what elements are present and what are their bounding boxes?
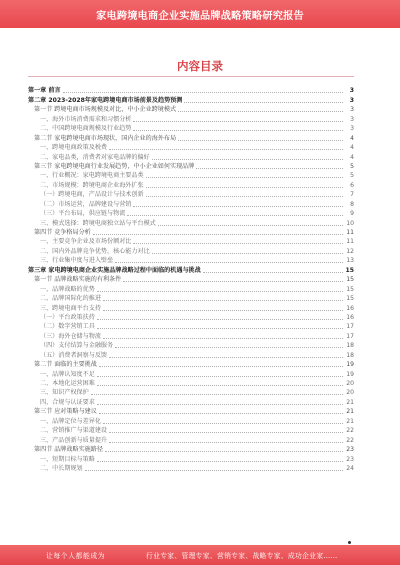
toc-page-number: 11 [346,229,354,236]
toc-entry[interactable] [28,124,354,133]
report-header-banner [0,0,400,28]
toc-leader-dots [91,394,343,395]
toc-page-number: 10 [346,219,354,227]
toc-page-number: 23 [346,446,354,454]
toc-page-number: 24 [346,464,354,472]
toc-entry[interactable] [28,218,354,227]
footer-expert-list: 行业专家、管理专家、营销专家、战略专家、成功企业家…… [146,552,338,560]
toc-page-number: 8 [350,200,354,208]
toc-leader-dots [63,92,343,93]
toc-entry-text: （三）海外仓储与物流 [40,332,101,340]
toc-page-number: 18 [346,351,354,359]
toc-page-number: 15 [345,266,354,274]
toc-entry-text: 第四节 竞争格局分析 [34,229,91,236]
toc-page-number: 5 [350,162,354,170]
toc-leader-dots [152,159,343,160]
toc-leader-dots [97,461,343,462]
toc-entry[interactable] [28,388,354,397]
toc-entry[interactable] [28,199,354,208]
toc-title-divider [28,76,354,77]
toc-leader-dots [97,404,343,405]
toc-leader-dots [133,121,343,122]
toc-entry[interactable] [28,313,354,322]
toc-leader-dots [103,423,343,424]
toc-page-number: 20 [346,389,354,397]
toc-entry-text: （二）数字营销工具 [40,323,95,331]
toc-page-number: 4 [350,153,354,161]
toc-page-number: 4 [350,134,354,142]
toc-page-number: 6 [350,181,354,189]
toc-leader-dots [115,262,343,263]
toc-entry[interactable] [28,152,354,161]
toc-page-number: 20 [346,380,354,387]
toc-leader-dots [127,215,343,216]
toc-entry-text: 第二章 2023-2028年家电跨境电商市场前景及趋势预测 [28,96,183,104]
toc-page-number: 7 [350,191,354,199]
toc-page-number: 22 [346,427,354,435]
toc-entry[interactable] [28,180,354,189]
toc-entry-text: 二、营销推广与渠道建设 [40,427,108,435]
toc-page-number: 23 [346,455,354,463]
toc-leader-dots [103,338,343,339]
toc-page-number: 16 [346,304,354,312]
toc-leader-dots [103,310,343,311]
toc-entry[interactable] [28,256,354,265]
toc-entry[interactable] [28,322,354,331]
toc-entry-text: 第三节 应对策略与建议 [34,408,97,416]
toc-entry-text: （一）平台政策扶持 [40,313,95,321]
toc-entry-text: 二、品牌国际化的推进 [40,295,101,303]
toc-entry-text: （二）市场运营，品牌建设与营销 [40,200,132,208]
toc-entry-text: 一、跨境电商政策及税费 [40,144,108,152]
report-title: 家电跨境电商企业实施品牌战略策略研究报告 [96,10,304,22]
toc-leader-dots [93,234,343,235]
toc-entry-text: 一、品牌认知度不足 [40,370,95,378]
toc-leader-dots [115,347,343,348]
toc-page-number: 3 [350,106,354,114]
toc-page-number: 3 [350,115,354,123]
toc-entry[interactable] [28,228,354,237]
toc-entry-text: （一）跨境电商，产品设计与技术创新 [40,191,144,199]
toc-page-number: 15 [346,276,354,284]
toc-leader-dots [97,328,343,329]
toc-entry-text: （五）消费者洞察与反馈 [40,351,108,359]
toc-entry[interactable] [28,209,354,218]
toc-page-number: 12 [346,247,354,255]
toc-leader-dots [109,442,343,443]
toc-leader-dots [103,300,343,301]
toc-entry-text: 第一章 前言 [28,87,61,95]
toc-entry-text: 三、模式选择：跨境电商独立站与平台模式 [40,219,156,227]
toc-leader-dots [109,432,343,433]
toc-page-number: 3 [349,87,354,95]
page-marker [348,541,351,544]
toc-leader-dots [109,149,343,150]
toc-entry-text: 一、海外市场消费需求和习惯分析 [40,115,132,123]
toc-leader-dots [97,319,343,320]
toc-entry[interactable] [28,143,354,152]
toc-entry[interactable] [28,416,354,425]
toc-leader-dots [109,357,343,358]
toc-entry[interactable] [28,294,354,303]
toc-entry[interactable] [28,265,354,274]
toc-leader-dots [133,206,343,207]
toc-entry[interactable] [28,360,354,369]
toc-leader-dots [133,243,343,244]
toc-leader-dots [178,140,343,141]
toc-entry-text: 第二节 家电跨境电商市场现状，国内企业的海外布局 [34,134,177,142]
toc-page-number: 11 [346,238,354,246]
toc-entry-text: 第一节 跨境电商市场规模及对比，中小企业跨境模式 [34,106,177,114]
toc-page-number: 21 [346,398,354,406]
toc-leader-dots [105,451,343,452]
toc-entry-text: 三、产品创新与质量提升 [40,436,108,444]
toc-entry[interactable] [28,350,354,359]
toc-entry[interactable] [28,284,354,293]
toc-page-number: 22 [346,436,354,444]
toc-entry[interactable] [28,341,354,350]
toc-entry[interactable] [28,86,354,95]
toc-entry-text: 二、国内外品牌竞争优势，核心能力对比 [40,247,150,255]
toc-entry-text: 三、行业集中度与进入壁垒 [40,257,114,265]
toc-leader-dots [146,187,343,188]
toc-entry[interactable] [28,435,354,444]
toc-entry-text: 一、品牌战略的优势 [40,285,95,293]
toc-leader-dots [85,470,343,471]
toc-leader-dots [152,253,343,254]
toc-leader-dots [97,385,343,386]
toc-title: 内容目录 [177,59,223,73]
toc-leader-dots [97,376,343,377]
toc-entry-text: 二、家电品类，消费者对家电品牌的偏好 [40,153,150,161]
footer-slogan: 让每个人都能成为 [46,552,106,560]
toc-entry-text: 第二节 面临的主要挑战 [34,361,97,369]
toc-page-number: 16 [346,313,354,321]
toc-entry[interactable] [28,162,354,171]
toc-entry[interactable] [28,237,354,246]
toc-leader-dots [133,130,343,131]
toc-page-number: 5 [350,172,354,180]
toc-entry-text: （四）支付结算与金融服务 [40,342,114,350]
toc-entry-text: 第四节 品牌战略实施路径 [34,446,103,454]
toc-entry[interactable] [28,133,354,142]
toc-page-number: 21 [346,417,354,425]
toc-entry[interactable] [28,454,354,463]
toc-entry[interactable] [28,246,354,255]
toc-entry[interactable] [28,369,354,378]
toc-entry[interactable] [28,114,354,123]
toc-entry-text: 二、市场规模：跨境电商企业海外扩张 [40,181,144,189]
toc-entry-text: 三、知识产权保护 [40,389,89,397]
toc-entry[interactable] [28,426,354,435]
toc-entry[interactable] [28,190,354,199]
toc-leader-dots [146,196,343,197]
toc-leader-dots [97,291,343,292]
toc-page-number: 18 [346,342,354,350]
toc-page-number: 15 [346,295,354,303]
toc-entry-text: 二、本地化运营困难 [40,380,95,387]
toc-page-number: 13 [346,257,354,265]
toc-leader-dots [99,366,343,367]
toc-leader-dots [184,102,343,103]
toc-entry[interactable] [28,303,354,312]
toc-entry[interactable] [28,275,354,284]
toc-page-number: 17 [346,323,354,331]
toc-entry[interactable] [28,445,354,454]
toc-entry[interactable] [28,397,354,406]
toc-leader-dots [196,168,343,169]
toc-entry[interactable] [28,95,354,104]
toc-entry[interactable] [28,407,354,416]
table-of-contents [28,86,354,473]
toc-entry-text: 一、主要竞争企业及市场份额对比 [40,238,132,246]
toc-page-number: 19 [346,361,354,369]
toc-entry[interactable] [28,105,354,114]
toc-page-number: 3 [350,125,354,133]
toc-leader-dots [123,281,343,282]
toc-page-number: 21 [346,408,354,416]
toc-page-number: 9 [350,210,354,218]
toc-entry-text: 一、短期目标与策略 [40,455,95,463]
toc-entry-text: 二、中长期规划 [40,464,83,472]
toc-leader-dots [178,111,343,112]
toc-entry-text: 第三章 家电跨境电商企业实施品牌战略过程中面临的机遇与挑战 [28,266,201,274]
toc-page-number: 4 [350,144,354,152]
toc-entry-text: 四、合规与认证要求 [40,398,95,406]
toc-entry-text: 第一节 品牌战略实施的有利条件 [34,276,122,284]
toc-page-number: 19 [346,370,354,378]
toc-entry[interactable] [28,464,354,473]
toc-leader-dots [158,225,343,226]
toc-entry-text: 一、品牌定位与差异化 [40,417,101,425]
toc-page-number: 17 [346,332,354,340]
toc-leader-dots [99,413,343,414]
toc-leader-dots [203,272,343,273]
toc-entry-text: 一、行业概况：家电跨境电商主要品类 [40,172,144,180]
footer-banner [0,545,400,565]
toc-leader-dots [146,177,343,178]
toc-entry[interactable] [28,171,354,180]
toc-entry-text: 第三节 家电跨境电商行业发展趋势，中小企业如何实现品牌 [34,162,195,170]
toc-entry-text: 三、跨境电商平台支持 [40,304,101,312]
toc-entry-text: 二、中国跨境电商规模及行业趋势 [40,125,132,133]
toc-entry[interactable] [28,379,354,388]
toc-entry-text: （三）平台布局，供应链与物流 [40,210,126,218]
toc-entry[interactable] [28,331,354,340]
toc-page-number: 3 [349,96,354,104]
toc-page-number: 15 [346,285,354,293]
